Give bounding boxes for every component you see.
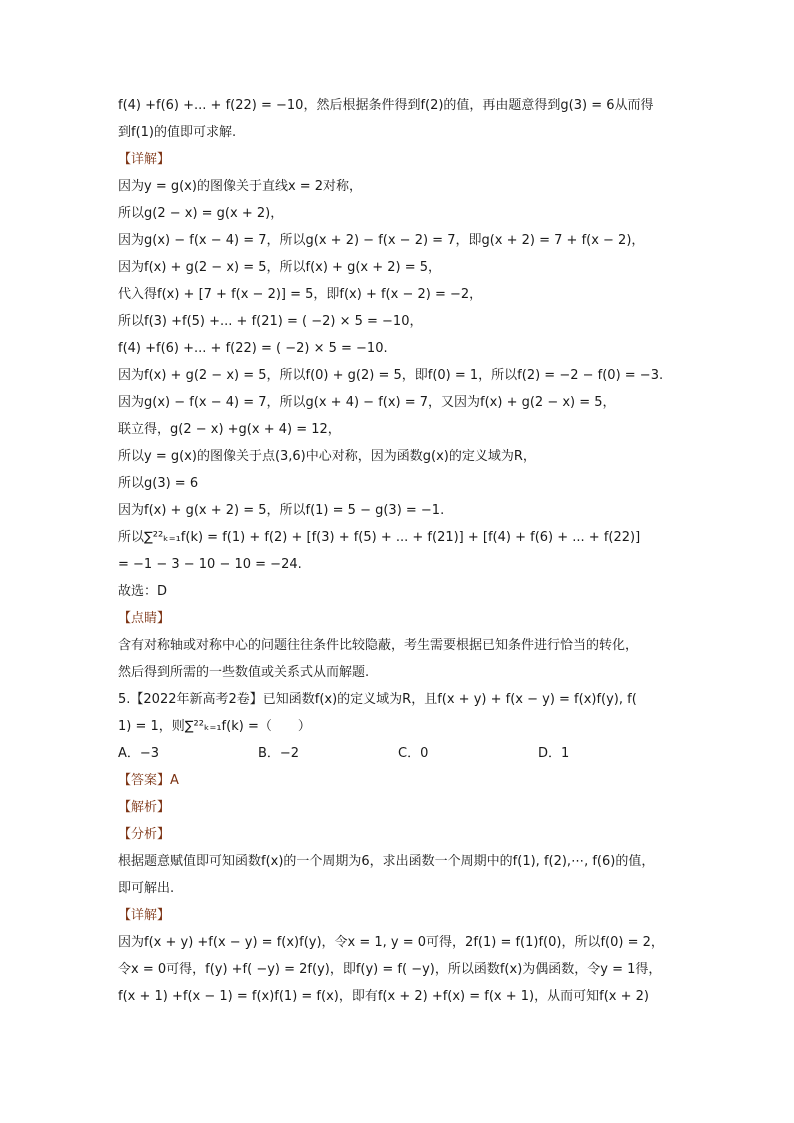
text-line: 根据题意赋值即可知函数f(x)的一个周期为6，求出函数一个周期中的f(1), f(2),⋯, f(6)的值， — [118, 854, 655, 869]
option-c: C．0 — [398, 746, 429, 761]
section-heading-analysis: 【解析】 — [118, 800, 171, 815]
answer-options — [118, 740, 688, 767]
text-line: 因为g(x) − f(x − 4) = 7，所以g(x + 4) − f(x) = 7，又因为f(x) + g(2 − x) = 5， — [118, 395, 616, 410]
text-line: 因为f(x) + g(2 − x) = 5，所以f(x) + g(x + 2) = 5， — [118, 260, 442, 275]
text-line: 因为f(x) + g(2 − x) = 5，所以f(0) + g(2) = 5，即f(0) = 1，所以f(2) = −2 − f(0) = −3. — [118, 368, 664, 383]
text-line: 因为g(x) − f(x − 4) = 7，所以g(x + 2) − f(x − 2) = 7，即g(x + 2) = 7 + f(x − 2)， — [118, 233, 645, 248]
text-line: f(4) +f(6) +... + f(22) = ( −2) × 5 = −10. — [118, 341, 388, 356]
question-title: 5.【2022年新高考2卷】已知函数f(x)的定义域为R，且f(x + y) + f(x − y) = f(x)f(y), f( — [118, 692, 637, 707]
text-line: 因为y = g(x)的图像关于直线x = 2对称， — [118, 179, 363, 194]
text-line: 因为f(x + y) +f(x − y) = f(x)f(y)，令x = 1, y = 0可得，2f(1) = f(1)f(0)，所以f(0) = 2， — [118, 935, 664, 950]
section-heading-detail-2: 【详解】 — [118, 908, 171, 923]
text-line: 令x = 0可得，f(y) +f( −y) = 2f(y)，即f(y) = f( −y)，所以函数f(x)为偶函数，令y = 1得， — [118, 962, 662, 977]
text-line: 所以g(3) = 6 — [118, 476, 199, 491]
text-line: 含有对称轴或对称中心的问题往往条件比较隐蔽，考生需要根据已知条件进行恰当的转化， — [118, 638, 639, 653]
section-heading-detail: 【详解】 — [118, 152, 171, 167]
text-line: 故选：D — [118, 584, 168, 599]
text-line: 代入得f(x) + [7 + f(x − 2)] = 5，即f(x) + f(x − 2) = −2， — [118, 287, 483, 302]
text-line: f(4) +f(6) +... + f(22) = −10，然后根据条件得到f(2)的值，再由题意得到g(3) = 6从而得 — [118, 98, 654, 113]
option-a: A．−3 — [118, 746, 160, 761]
text-line: 因为f(x) + g(x + 2) = 5，所以f(1) = 5 − g(3) = −1. — [118, 503, 445, 518]
section-heading-reasoning: 【分析】 — [118, 827, 171, 842]
text-line: 联立得，g(2 − x) +g(x + 4) = 12， — [118, 422, 341, 437]
solution-text — [118, 92, 688, 1010]
text-line: 所以g(2 − x) = g(x + 2)， — [118, 206, 284, 221]
text-line: = −1 − 3 − 10 − 10 = −24. — [118, 557, 302, 572]
text-line: 到f(1)的值即可求解. — [118, 125, 237, 140]
text-line: 然后得到所需的一些数值或关系式从而解题. — [118, 665, 370, 680]
question-text: 1) = 1，则∑²²ₖ₌₁f(k) =（ ） — [118, 719, 311, 734]
section-heading-remark: 【点睛】 — [118, 611, 171, 626]
text-line: 所以∑²²ₖ₌₁f(k) = f(1) + f(2) + [f(3) + f(5) + ... + f(21)] + [f(4) + f(6) + ... + f(22)] — [118, 530, 641, 545]
text-line: f(x + 1) +f(x − 1) = f(x)f(1) = f(x)，即有f(x + 2) +f(x) = f(x + 1)，从而可知f(x + 2) — [118, 989, 649, 1004]
section-heading-answer: 【答案】A — [118, 773, 179, 788]
option-d: D．1 — [538, 746, 570, 761]
text-line: 所以f(3) +f(5) +... + f(21) = ( −2) × 5 = −10， — [118, 314, 423, 329]
text-line: 即可解出. — [118, 881, 175, 896]
text-line: 所以y = g(x)的图像关于点(3,6)中心对称，因为函数g(x)的定义域为R， — [118, 449, 536, 464]
option-b: B．−2 — [258, 746, 300, 761]
